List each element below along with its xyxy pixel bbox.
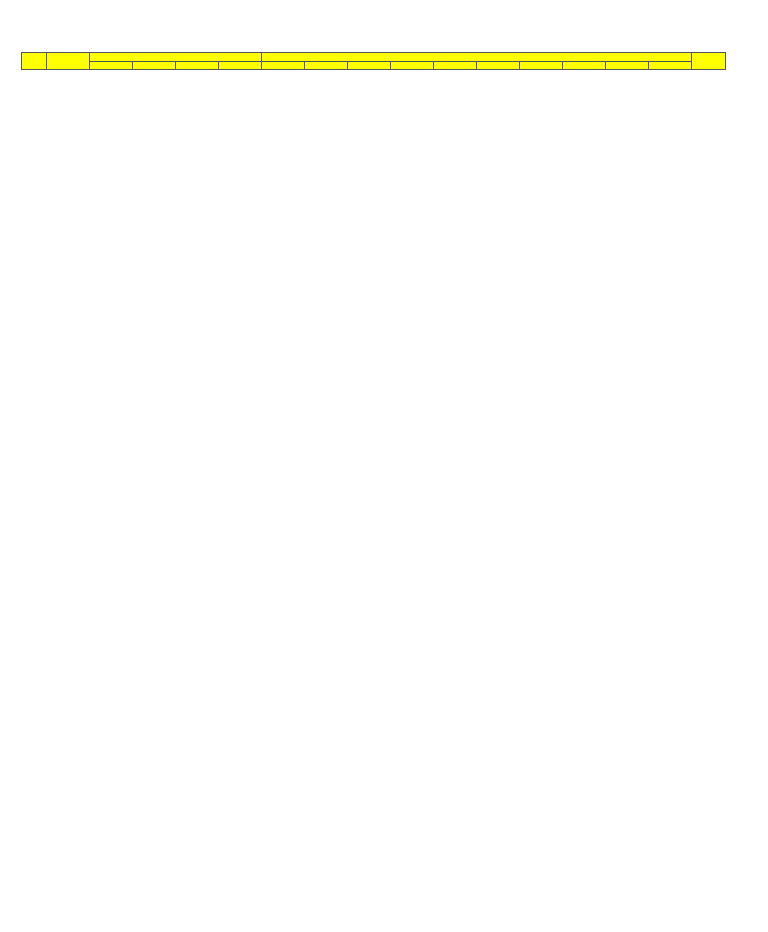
- header-hari: [22, 53, 47, 70]
- header-jumlah-ruang: [692, 53, 726, 70]
- header-room-number: [133, 62, 176, 70]
- header-jam: [47, 53, 90, 70]
- header-room-number: [391, 62, 434, 70]
- header-lantai-1: [90, 53, 262, 62]
- header-room-number: [348, 62, 391, 70]
- header-room-number: [219, 62, 262, 70]
- header-room-number: [520, 62, 563, 70]
- header-room-number: [434, 62, 477, 70]
- header-room-number: [305, 62, 348, 70]
- header-room-number: [563, 62, 606, 70]
- header-room-number: [90, 62, 133, 70]
- schedule-table-page1: [21, 52, 726, 70]
- header-room-number: [176, 62, 219, 70]
- header-room-number: [262, 62, 305, 70]
- header-room-number: [649, 62, 692, 70]
- header-lantai-2: [262, 53, 692, 62]
- header-room-number: [606, 62, 649, 70]
- header-room-number: [477, 62, 520, 70]
